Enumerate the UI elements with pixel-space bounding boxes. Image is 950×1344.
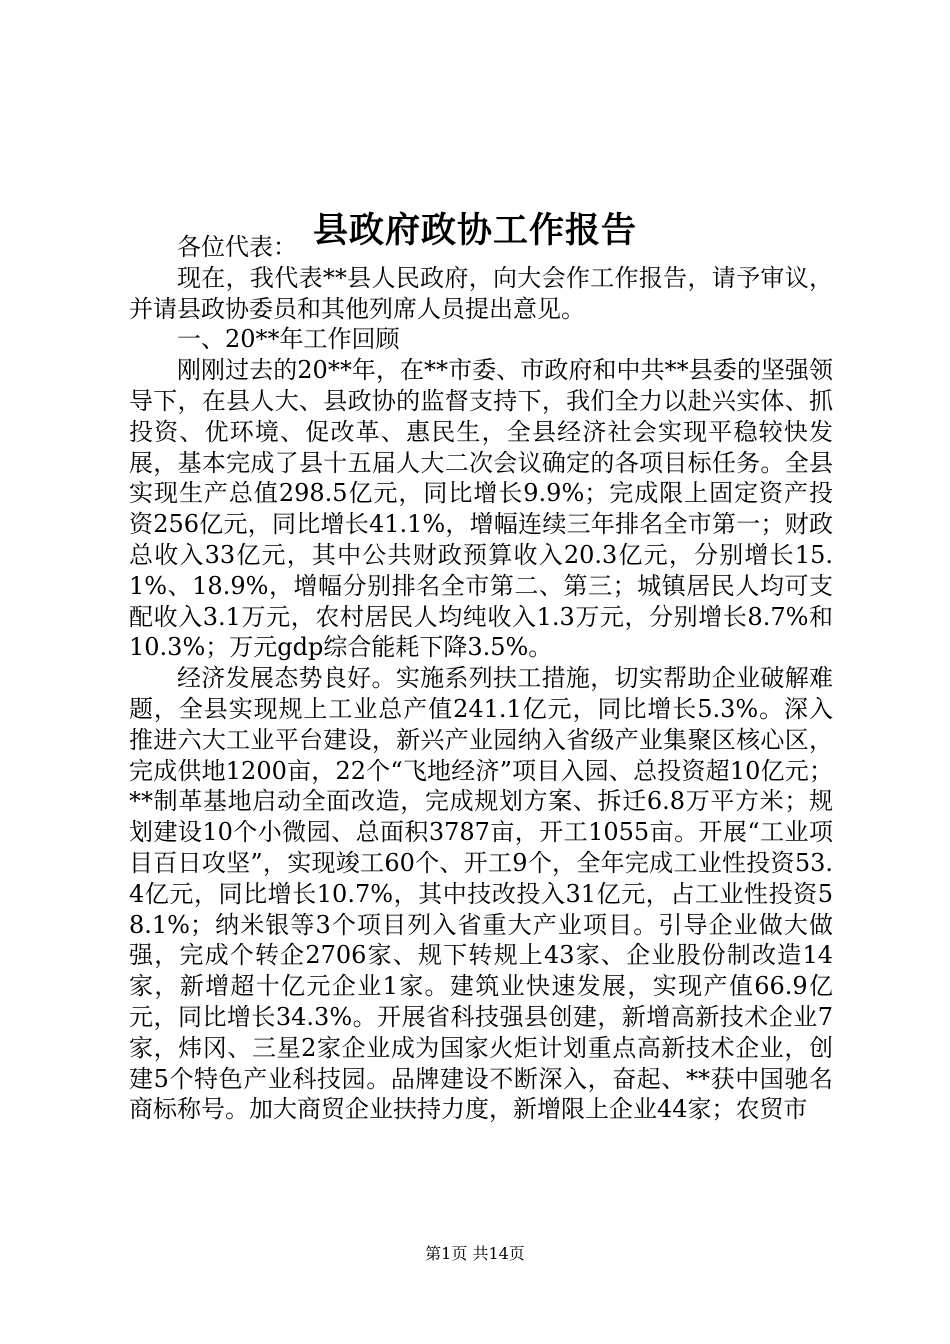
salutation-paragraph: 各位代表： (177, 233, 297, 261)
section-heading: 一、20**年工作回顾 (177, 325, 400, 354)
document-title: 县政府政协工作报告 (312, 210, 637, 252)
document-body (129, 232, 833, 1125)
economy-paragraph: 经济发展态势良好。实施系列扶工措施，切实帮助企业破解难题，全县实现规上工业总产值241.1亿元，同比增长5.3%。深入推进六大工业平台建设，新兴产业园纳入省级产业集聚区核心区，完成供地1200亩，22个“飞地经济”项目入园、总投资超10亿元；**制革基地启动全面改造，完成规划方案、拆迁6.8万平方米；规划建设10个小微园、总面积3787亩，开工1055亩。开展“工业项目百日攻坚”，实现竣工60个、开工9个，全年完成工业性投资53.4亿元，同比增长10.7%，其中技改投入31亿元，占工业性投资58.1%；纳米银等3个项目列入省重大产业项目。引导企业做大做强，完成个转企2706家、规下转规上43家、企业股份制改造14家，新增超十亿元企业1家。建筑业快速发展，实现产值66.9亿元，同比增长34.3%。开展省科技强县创建，新增高新技术企业7家，炜冈、三星2家企业成为国家火炬计划重点高新技术企业，创建5个特色产业科技园。品牌建设不断深入，奋起、**获中国驰名商标称号。加大商贸企业扶持力度，新增限上企业44家；农贸市 (129, 664, 833, 1124)
review-paragraph: 刚刚过去的20**年，在**市委、市政府和中共**县委的坚强领导下，在县人大、县政协的监督支持下，我们全力以赴兴实体、抓投资、优环境、促改革、惠民生，全县经济社会实现平稳较快发展，基本完成了县十五届人大二次会议确定的各项目标任务。全县实现生产总值298.5亿元，同比增长9.9%；完成限上固定资产投资256亿元，同比增长41.1%，增幅连续三年排名全市第一；财政总收入33亿元，其中公共财政预算收入20.3亿元，分别增长15.1%、18.9%，增幅分别排名全市第二、第三；城镇居民人均可支配收入3.1万元，农村居民人均纯收入1.3万元，分别增长8.7%和10.3%；万元gdp综合能耗下降3.5%。 (129, 356, 833, 662)
intro-paragraph: 现在，我代表**县人民政府，向大会作工作报告，请予审议，并请县政协委员和其他列席人员提出意见。 (129, 263, 833, 323)
page-footer: 第1页 共14页 (425, 1244, 525, 1263)
